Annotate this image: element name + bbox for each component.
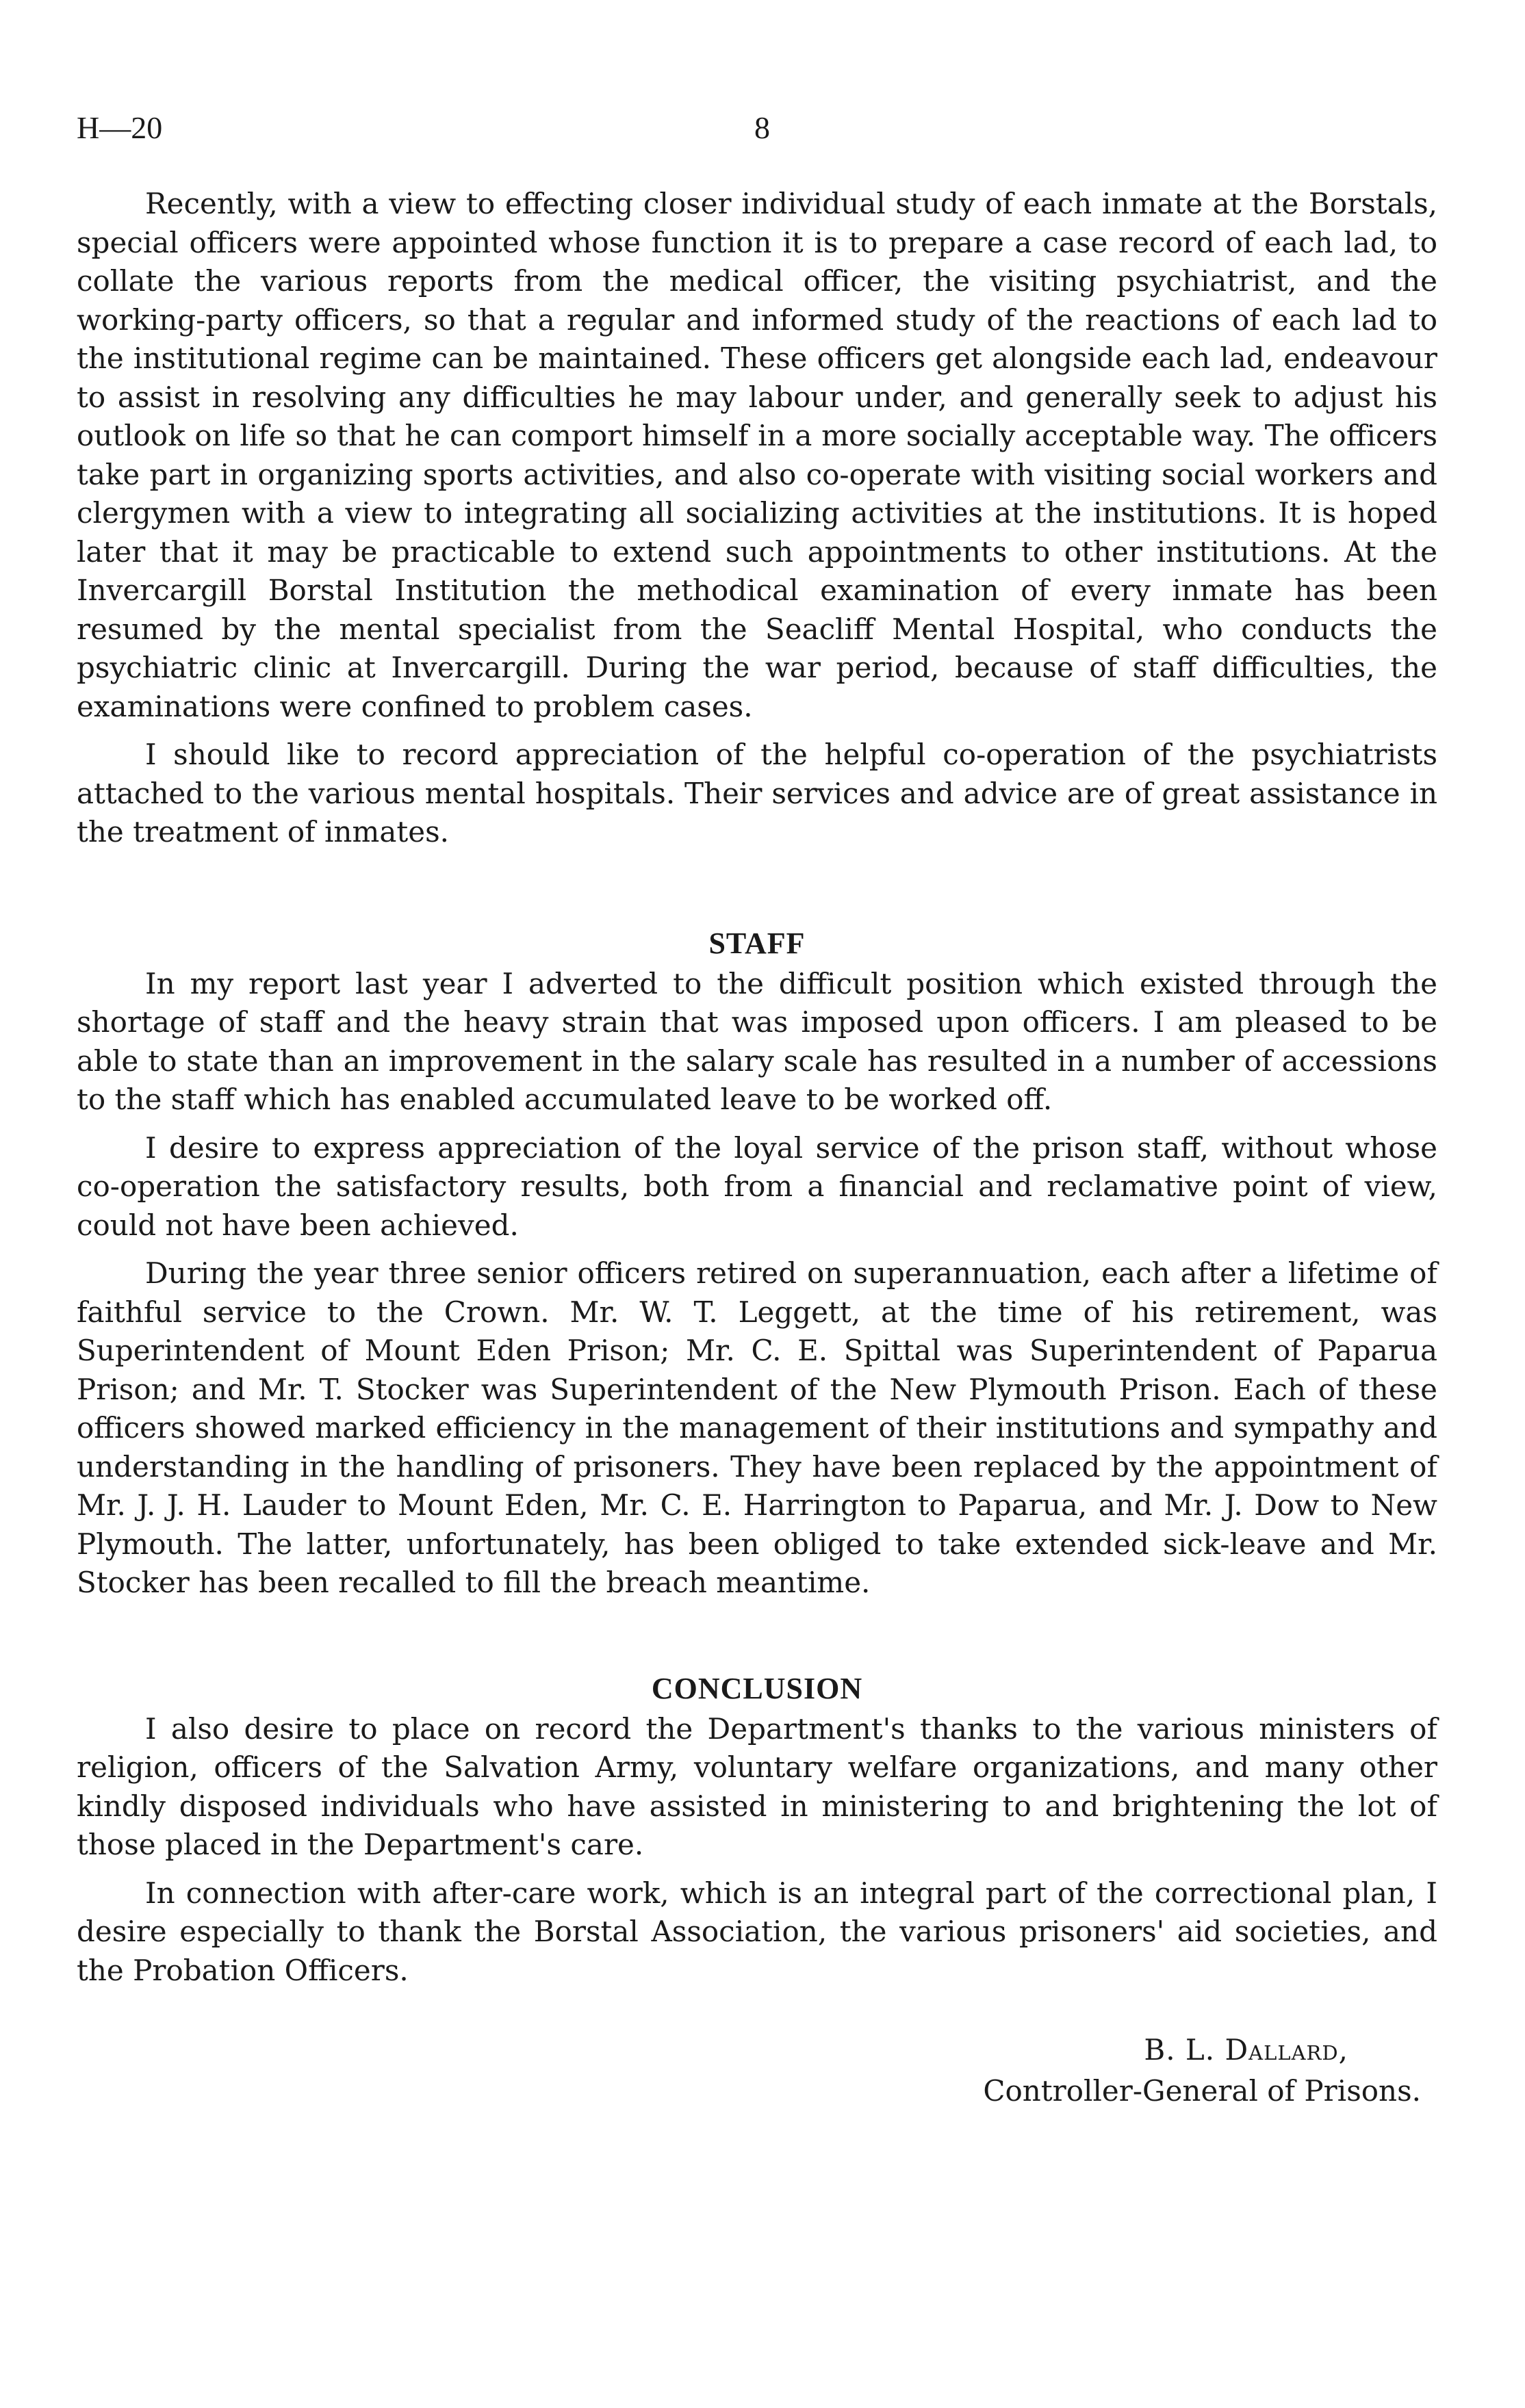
section-heading-conclusion: CONCLUSION <box>651 1671 863 1705</box>
paragraph-psychiatrists: I should like to record appreciation of the helpful co-operation of the psychiatrists attached to the various mental hospitals. Their services and advice are of great assistance in the treatment of inmates. <box>77 738 1437 849</box>
paragraph-conclusion-thanks: I also desire to place on record the Department's thanks to the various ministers of religion, officers of the Salvation Army, voluntary welfare organizations, and many other kindly disposed individuals who have assisted in ministering to and brightening the lot of those placed in the Department's care. <box>77 1711 1437 1861</box>
paragraph-staff-shortage: In my report last year I adverted to the difficult position which existed through the shortage of staff and the heavy strain that was imposed upon officers. I am pleased to be able to state than an improvement in the salary scale has resulted in a number of accessions to the staff which has enabled accumulated leave to be worked off. <box>77 966 1437 1116</box>
document-code: H—20 <box>77 110 163 145</box>
paragraph-staff-retirements: During the year three senior officers retired on superannuation, each after a lifetime of faithful service to the Crown. Mr. W. T. Leggett, at the time of his retirement, was Superintendent of Mount Eden Prison; Mr. C. E. Spittal was Superintendent of Paparua Prison; and Mr. T. Stocker was Superintendent of the New Plymouth Prison. Each of these officers showed marked efficiency in the management of their institutions and sympathy and understanding in the handling of prisoners. They have been replaced by the appointment of Mr. J. J. H. Lauder to Mount Eden, Mr. C. E. Harrington to Paparua, and Mr. J. Dow to New Plymouth. The latter, unfortunately, has been obliged to take extended sick-leave and Mr. Stocker has been recalled to fill the breach meantime. <box>77 1256 1437 1599</box>
body-text <box>77 185 1437 2112</box>
page-header <box>77 109 1446 157</box>
section-heading-staff: STAFF <box>708 926 806 960</box>
signatory-title: Controller-General of Prisons. <box>983 2074 1421 2108</box>
paragraph-staff-appreciation: I desire to express appreciation of the loyal service of the prison staff, without whose co-operation the satisfactory results, both from a financial and reclamative point of view, could not have been achieved. <box>77 1130 1437 1242</box>
page-number: 8 <box>754 110 770 145</box>
paragraph-borstal-officers: Recently, with a view to effecting closer individual study of each inmate at the Borstals, special officers were appointed whose function it is to prepare a case record of each lad, to collate the various reports from the medical officer, the visiting psychiatrist, and the working-party officers, so that a regular and informed study of the reactions of each lad to the institutional regime can be maintained. These officers get alongside each lad, endeavour to assist in resolving any difficulties he may labour under, and generally seek to adjust his outlook on life so that he can comport himself in a more socially acceptable way. The officers take part in organizing sports activities, and also co-operate with visiting social workers and clergymen with a view to integrating all socializing activities at the institutions. It is hoped later that it may be practicable to extend such appointments to other institutions. At the Invercargill Borstal Institution the methodical examination of every inmate has been resumed by the mental specialist from the Seacliff Mental Hospital, who conducts the psychiatric clinic at Invercargill. During the war period, because of staff difficulties, the examinations were confined to problem cases. <box>77 187 1437 723</box>
signatory-name: B. L. Dallard, <box>1144 2033 1348 2067</box>
signature-block <box>77 2030 1437 2112</box>
paragraph-after-care: In connection with after-care work, which is an integral part of the correctional plan, I desire especially to thank the Borstal Association, the various prisoners' aid societies, and the Probation Officers. <box>77 1876 1437 1987</box>
